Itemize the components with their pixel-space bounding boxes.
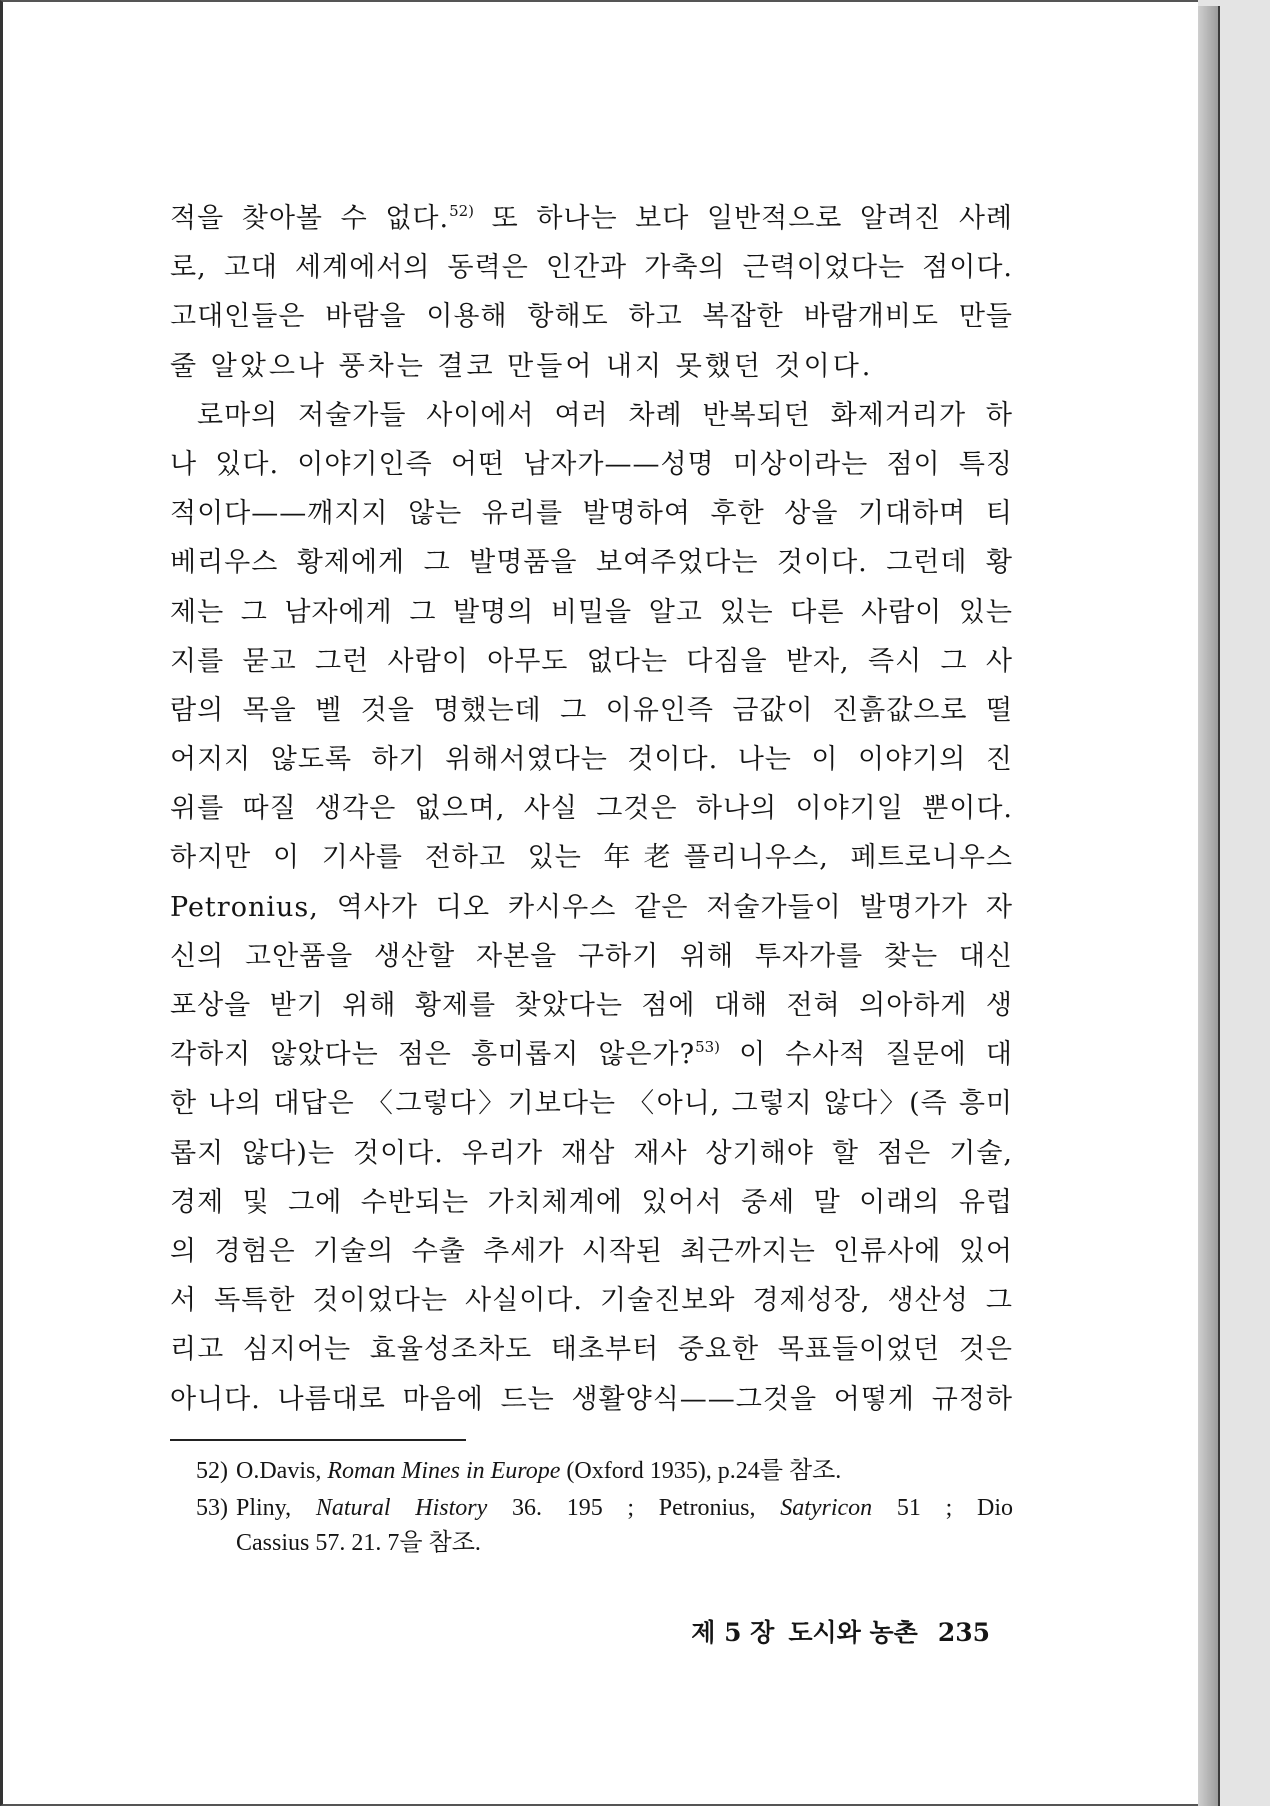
running-footer (640, 1618, 990, 1648)
footnote-52 (196, 1455, 996, 1487)
footnote-author: O.Davis, (236, 1458, 328, 1484)
page-edge (1198, 6, 1220, 1806)
chapter-title: 도시와 농촌 (788, 1618, 918, 1647)
body-line: 하지만 이 기사를 전하고 있는 年老플리니우스, 페트로니우스 (170, 842, 1013, 874)
body-line: 고대인들은 바람을 이용해 항해도 하고 복잡한 바람개비도 만들 (170, 301, 1013, 333)
page-number: 235 (937, 1618, 990, 1647)
footnote-text: 51 ; Dio (872, 1495, 1013, 1521)
footnote-ref-53: 53) (695, 1038, 721, 1057)
body-line: 의 경험은 기술의 수출 추세가 시작된 최근까지는 인류사에 있어 (170, 1235, 1013, 1267)
body-line: 적이다——깨지지 않는 유리를 발명하여 후한 상을 기대하며 티 (170, 498, 1013, 530)
body-line-text: 이 수사적 질문에 대 (720, 1039, 1013, 1071)
body-line: 어지지 않도록 하기 위해서였다는 것이다. 나는 이 이야기의 진 (170, 744, 1013, 776)
body-line: 베리우스 황제에게 그 발명품을 보여주었다는 것이다. 그런데 황 (170, 547, 1013, 579)
body-line: 지를 묻고 그런 사람이 아무도 없다는 다짐을 받자, 즉시 그 사 (170, 645, 1013, 677)
footnote-rule (170, 1439, 466, 1441)
body-line: 로, 고대 세계에서의 동력은 인간과 가축의 근력이었다는 점이다. (170, 252, 1013, 284)
body-line (170, 1030, 1013, 1079)
body-line-text: 각하지 않았다는 점은 흥미롭지 않은가? (170, 1039, 696, 1071)
footnote-book-title: Roman Mines in Europe (327, 1458, 561, 1484)
body-line: 포상을 받기 위해 황제를 찾았다는 점에 대해 전혀 의아하게 생 (170, 990, 1013, 1021)
body-line: 리고 심지어는 효율성조차도 태초부터 중요한 목표들이었던 것은 (170, 1334, 1013, 1366)
body-line: Petronius, 역사가 디오 카시우스 같은 저술가들이 발명가가 자 (170, 891, 1013, 923)
footnote-book-title: Natural History (315, 1495, 488, 1521)
body-line: 서 독특한 것이었다는 사실이다. 기술진보와 경제성장, 생산성 그 (170, 1285, 1013, 1317)
body-line-text: 또 하나는 보다 일반적으로 알려진 사례 (474, 203, 1013, 234)
footnote-text: Pliny, (236, 1495, 316, 1521)
body-line: 위를 따질 생각은 없으며, 사실 그것은 하나의 이야기일 뿐이다. (170, 793, 1013, 825)
footnote-book-title: Satyricon (780, 1495, 873, 1521)
footnote-text: (Oxford 1935), p.24를 참조. (560, 1458, 842, 1484)
body-line: 아니다. 나름대로 마음에 드는 생활양식——그것을 어떻게 규정하 (170, 1383, 1013, 1415)
footnote-53 (196, 1492, 1013, 1524)
footnote-ref-52: 52) (449, 202, 475, 220)
footnote-label: 53) (196, 1495, 228, 1521)
body-line: 로마의 저술가들 사이에서 여러 차례 반복되던 화제거리가 하 (197, 399, 1013, 431)
footnote-text: 36. 195 ; Petronius, (487, 1495, 781, 1521)
body-line: 제는 그 남자에게 그 발명의 비밀을 알고 있는 다른 사람이 있는 (170, 596, 1013, 628)
body-line: 줄 알았으나 풍차는 결코 만들어 내지 못했던 것이다. (170, 350, 874, 382)
body-line: 나 있다. 이야기인즉 어떤 남자가——성명 미상이라는 점이 특징 (170, 448, 1013, 480)
body-line: 롭지 않다)는 것이다. 우리가 재삼 재사 상기해야 할 점은 기술, (170, 1137, 1013, 1169)
footnote-label: 52) (196, 1458, 228, 1484)
body-line: 신의 고안품을 생산할 자본을 구하기 위해 투자가를 찾는 대신 (170, 940, 1013, 972)
footnote-53-continued: Cassius 57. 21. 7을 참조. (236, 1530, 481, 1556)
body-line: 한 나의 대답은 〈그렇다〉기보다는 〈아니, 그렇지 않다〉(즉 흥미 (170, 1088, 1013, 1120)
body-line: 경제 및 그에 수반되는 가치체계에 있어서 중세 말 이래의 유럽 (170, 1186, 1013, 1218)
body-line-text: 적을 찾아볼 수 없다. (170, 203, 450, 234)
body-text (170, 194, 1013, 1424)
chapter-label: 제 5 장 (691, 1618, 775, 1647)
body-line: 람의 목을 벨 것을 명했는데 그 이유인즉 금값이 진흙값으로 떨 (170, 694, 1013, 726)
body-line (170, 194, 1013, 243)
